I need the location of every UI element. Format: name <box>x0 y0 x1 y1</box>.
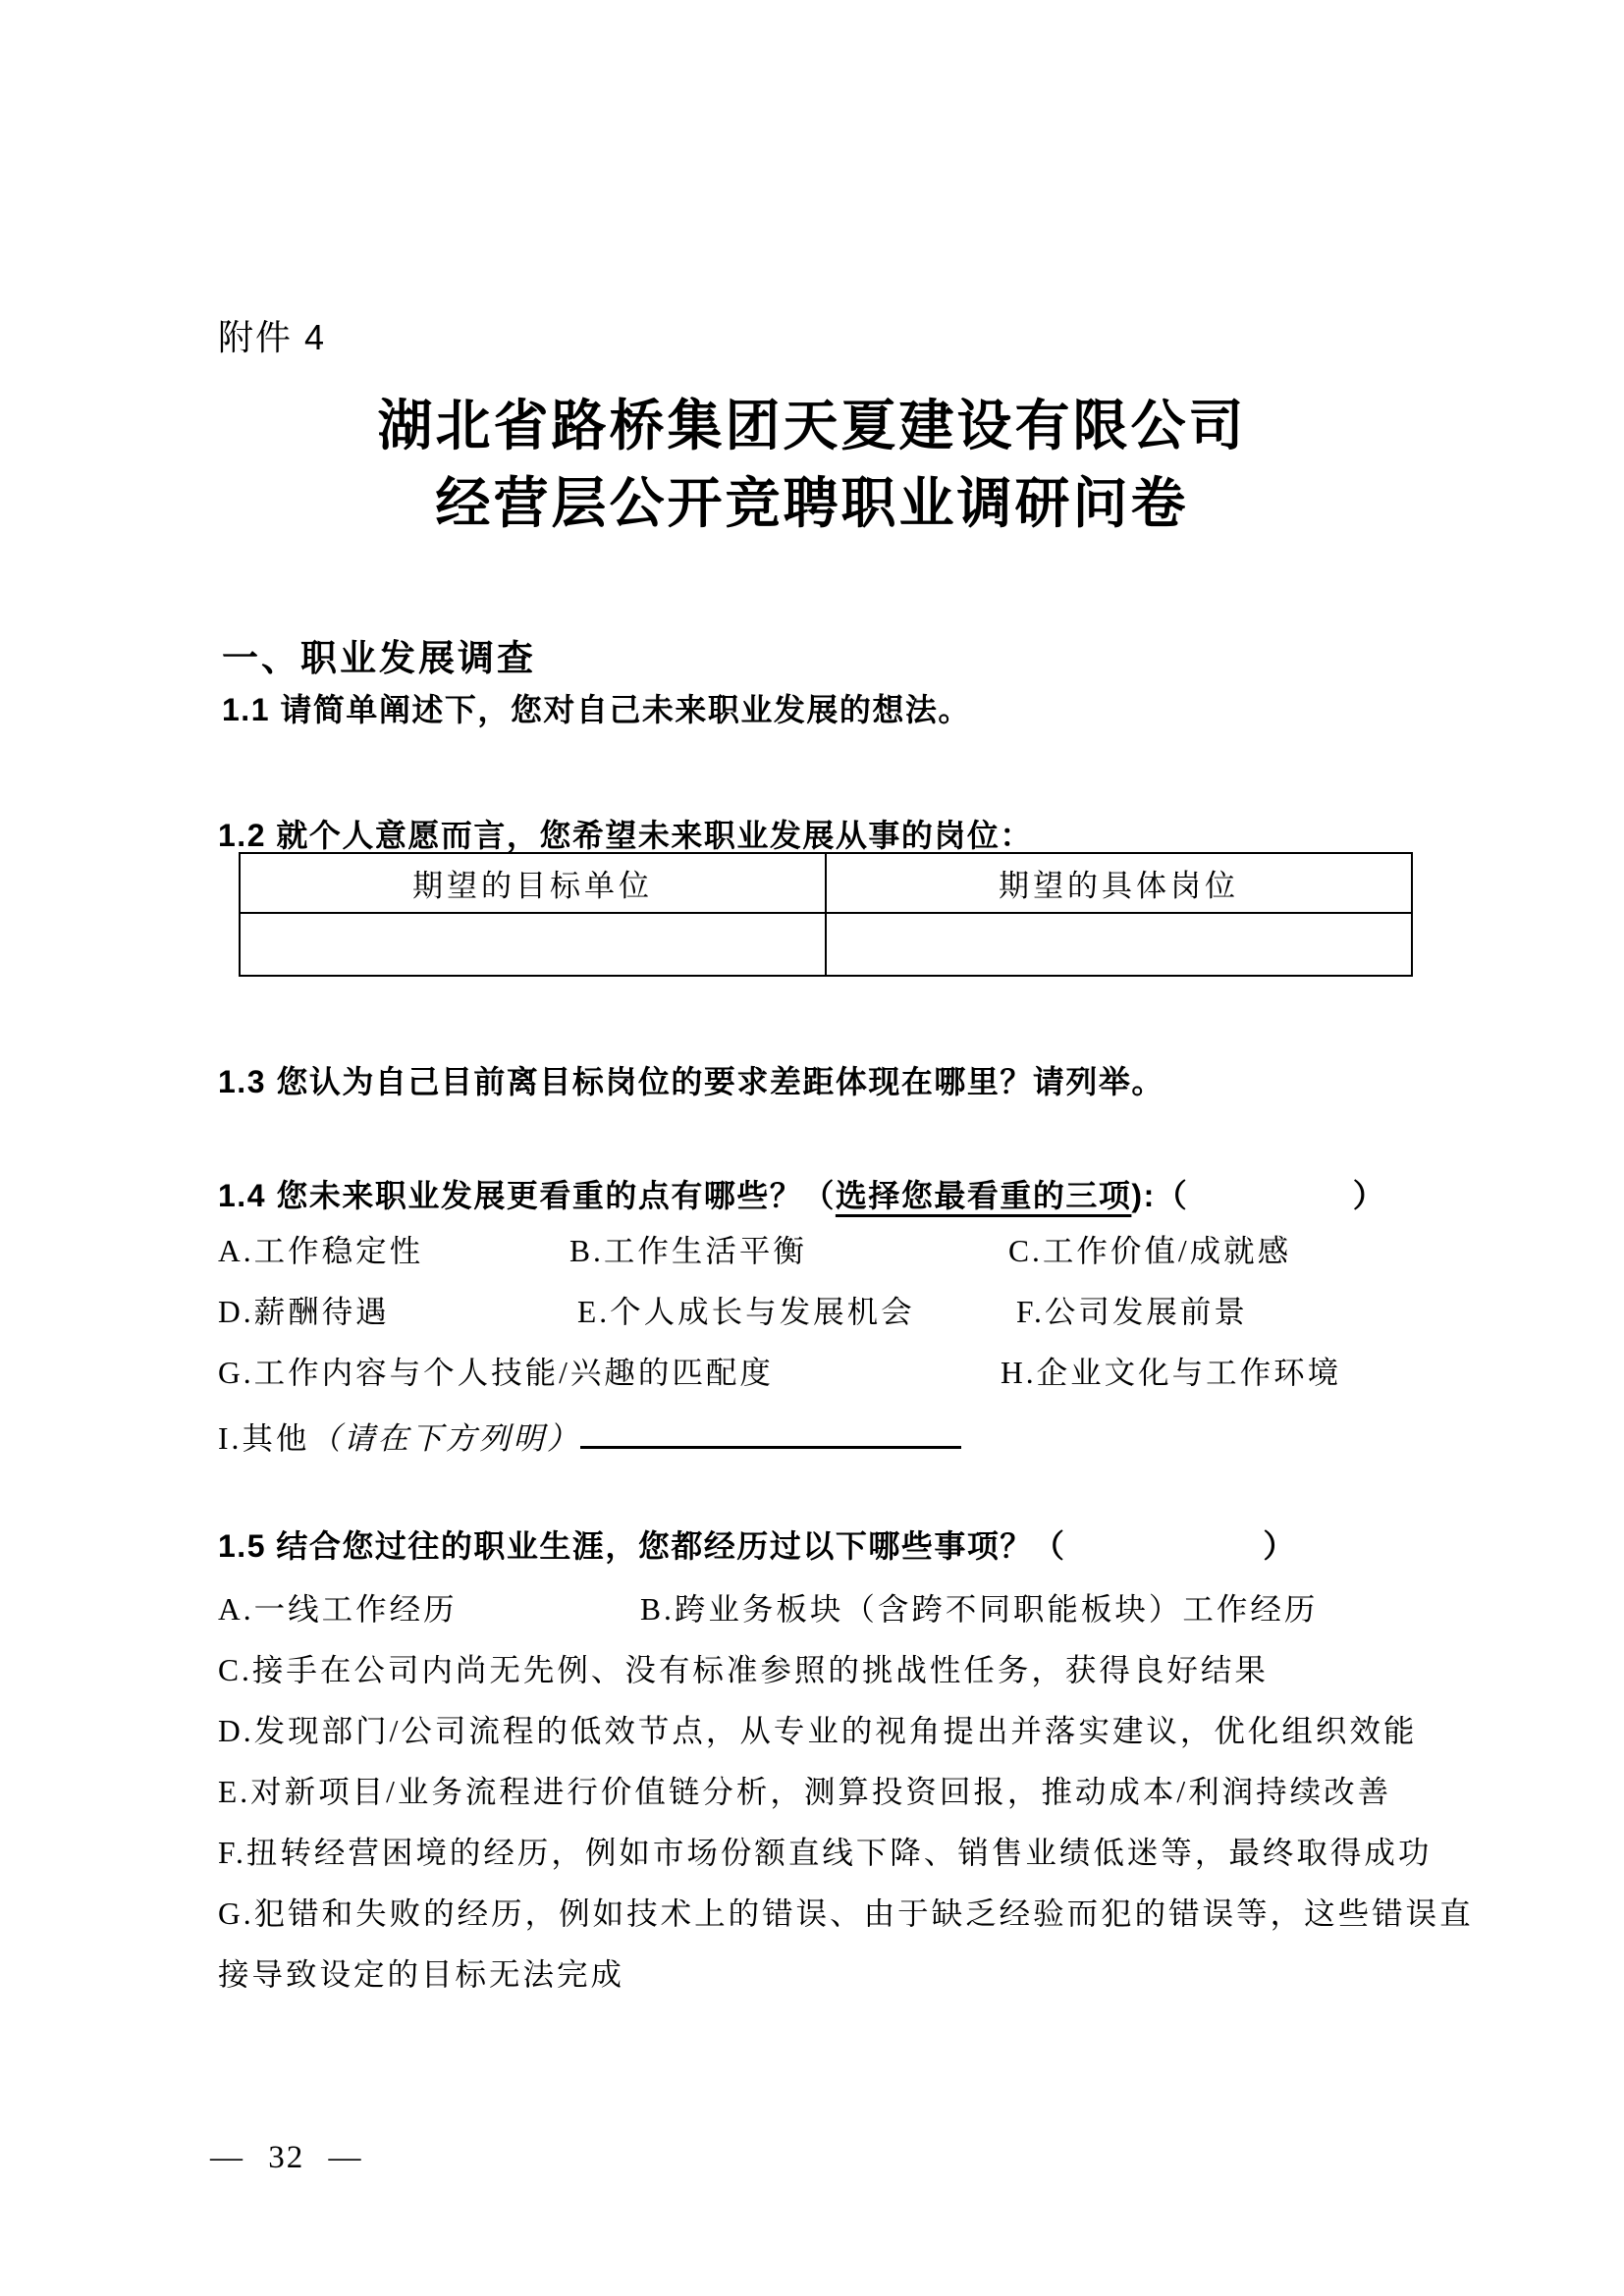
q15-option-a: A.一线工作经历 <box>218 1592 458 1627</box>
q15-option-f: F.扭转经营困境的经历，例如市场份额直线下降、销售业绩低迷等，最终取得成功 <box>218 1836 1433 1870</box>
q14-option-i: I.其他 <box>218 1421 310 1456</box>
q15-option-g-line1: G.犯错和失败的经历，例如技术上的错误、由于缺乏经验而犯的错误等，这些错误直 <box>218 1896 1474 1931</box>
table-header-specific-position: 期望的具体岗位 <box>826 853 1412 913</box>
document-title <box>0 389 1624 544</box>
table-header-row <box>240 853 1412 913</box>
q15-option-d: D.发现部门/公司流程的低效节点，从专业的视角提出并落实建议，优化组织效能 <box>218 1714 1418 1748</box>
q14-option-a: A.工作稳定性 <box>218 1234 424 1268</box>
q15-option-g-line2: 接导致设定的目标无法完成 <box>218 1957 625 1992</box>
q15-options-row-1 <box>218 1588 1318 1631</box>
q15-option-b: B.跨业务板块（含跨不同职能板块）工作经历 <box>640 1592 1319 1627</box>
q14-options-row-2 <box>218 1291 1248 1334</box>
q14-option-c: C.工作价值/成就感 <box>1008 1234 1292 1268</box>
q14-option-i-blank-line <box>580 1413 961 1449</box>
q14-option-h: H.企业文化与工作环境 <box>1001 1356 1342 1390</box>
document-title-line2: 经营层公开竞聘职业调研问卷 <box>435 474 1189 535</box>
table-header-target-unit: 期望的目标单位 <box>240 853 826 913</box>
question-1-4 <box>218 1174 1385 1217</box>
q14-options-row-4 <box>218 1413 961 1461</box>
question-1-1: 1.1 请简单阐述下，您对自己未来职业发展的想法。 <box>222 692 971 727</box>
question-1-5: 1.5 结合您过往的职业生涯，您都经历过以下哪些事项？（ ） <box>218 1528 1296 1564</box>
table-row <box>240 913 1412 976</box>
question-1-4-suffix: ):（ ） <box>1131 1178 1386 1213</box>
q15-option-c: C.接手在公司内尚无先例、没有标准参照的挑战性任务，获得良好结果 <box>218 1653 1269 1687</box>
document-title-line1: 湖北省路桥集团天夏建设有限公司 <box>377 397 1247 457</box>
question-1-2: 1.2 就个人意愿而言，您希望未来职业发展从事的岗位： <box>218 818 1033 853</box>
attachment-label: 附件 4 <box>218 317 327 357</box>
q14-option-d: D.薪酬待遇 <box>218 1295 390 1329</box>
table-cell-specific-position <box>826 913 1412 976</box>
page-number: — 32 — <box>210 2140 363 2175</box>
table-cell-target-unit <box>240 913 826 976</box>
question-1-3: 1.3 您认为自己目前离目标岗位的要求差距体现在哪里？请列举。 <box>218 1064 1164 1099</box>
position-preference-table <box>239 852 1413 977</box>
q14-option-e: E.个人成长与发展机会 <box>577 1295 915 1329</box>
q14-option-i-note: （请在下方列明） <box>309 1421 581 1456</box>
q14-options-row-3 <box>218 1352 1341 1395</box>
q14-option-b: B.工作生活平衡 <box>569 1234 807 1268</box>
question-1-4-prefix: 1.4 您未来职业发展更看重的点有哪些？（ <box>218 1178 836 1213</box>
q14-options-row-1 <box>218 1230 1291 1273</box>
q15-option-e: E.对新项目/业务流程进行价值链分析，测算投资回报，推动成本/利润持续改善 <box>218 1775 1392 1809</box>
q14-option-f: F.公司发展前景 <box>1016 1295 1248 1329</box>
question-1-4-underlined: 选择您最看重的三项 <box>835 1178 1132 1213</box>
q14-option-g: G.工作内容与个人技能/兴趣的匹配度 <box>218 1356 774 1390</box>
section-heading: 一、职业发展调查 <box>222 638 536 678</box>
